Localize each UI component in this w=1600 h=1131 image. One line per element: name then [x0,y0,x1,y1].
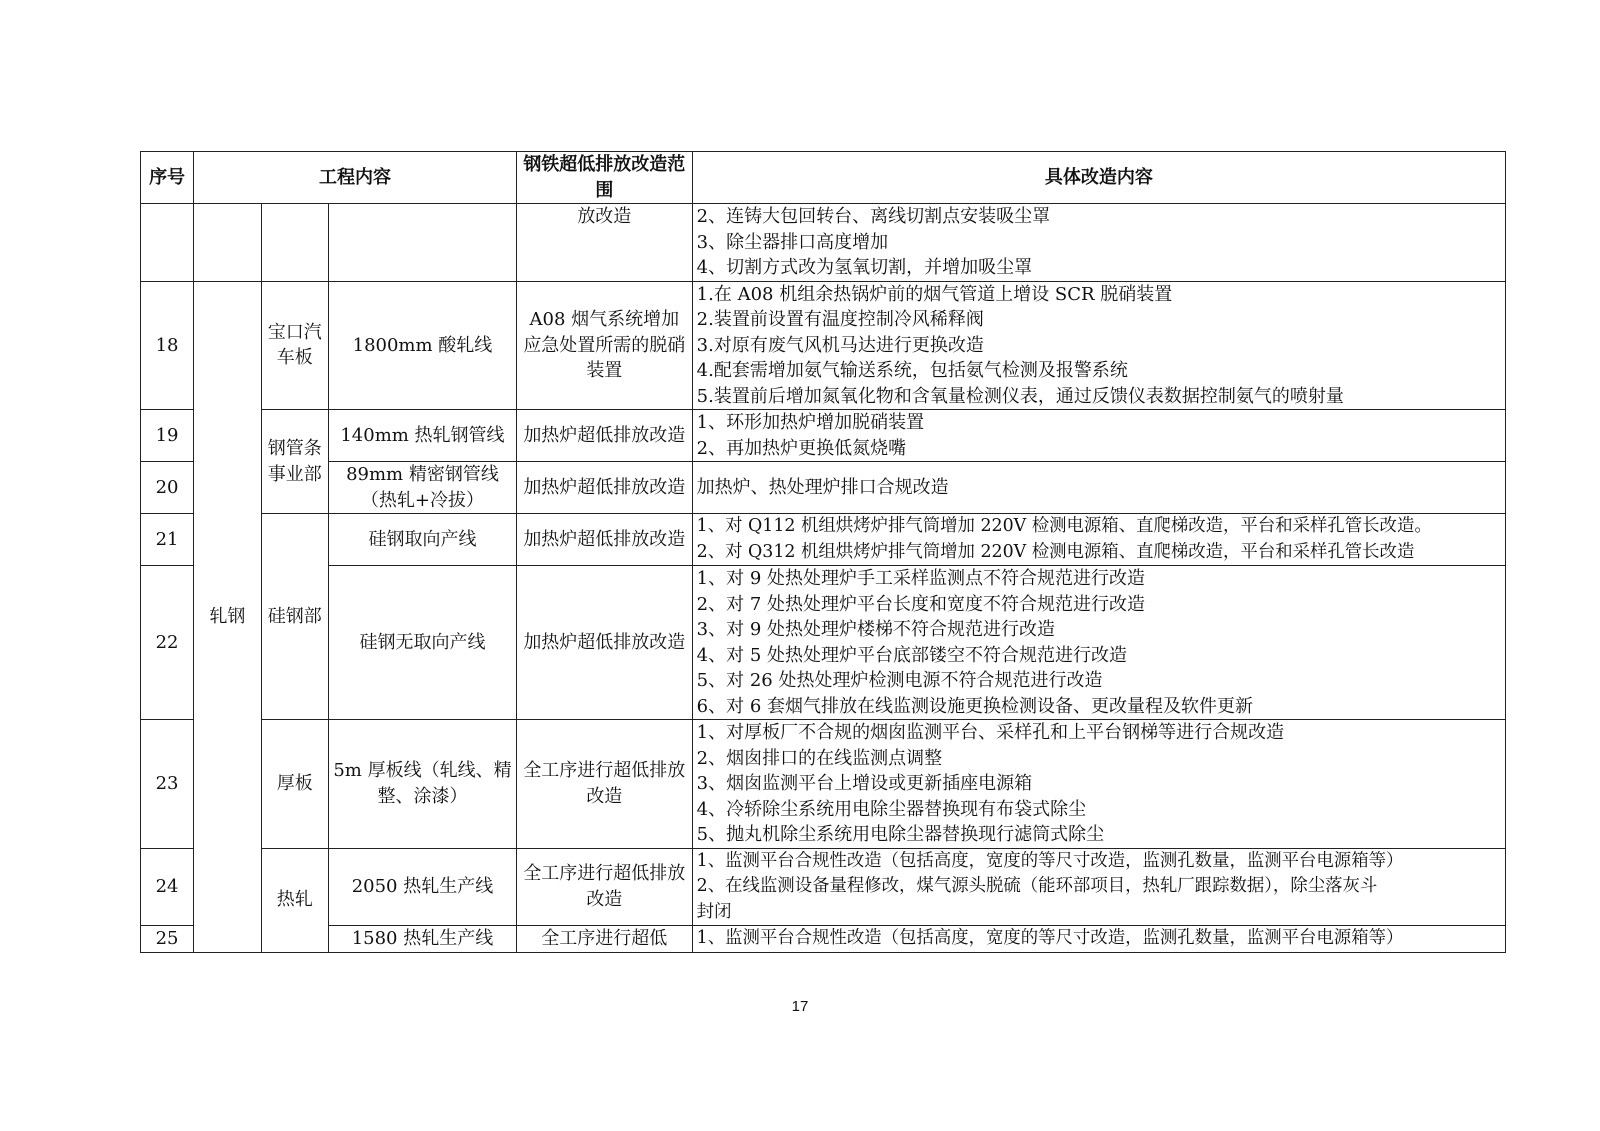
content-line: 2、再加热炉更换低氮烧嘴 [696,437,907,459]
line-cell: 1580 热轧生产线 [328,926,516,953]
scope-cell: 全工序进行超低排放改造 [516,848,692,926]
content-line: 2、烟囱排口的在线监测点调整 [696,747,943,769]
content-cell [692,281,1505,410]
content-line: 1、对厚板厂不合规的烟囱监测平台、采样孔和上平台钢梯等进行合规改造 [696,722,1285,743]
scope-cell: 加热炉超低排放改造 [516,514,692,566]
seq-cell: 21 [141,514,194,566]
content-cell [692,204,1505,282]
table-row-23 [141,720,1506,849]
content-line: 加热炉、热处理炉排口合规改造 [696,476,949,498]
category-cell: 轧钢 [194,281,261,952]
content-line: 1、监测平台合规性改造（包括高度，宽度的等尺寸改造，监测孔数量，监测平台电源箱等） [696,850,1404,871]
content-line: 4、对 5 处热处理炉平台底部镂空不符合规范进行改造 [696,644,1128,666]
header-project: 工程内容 [194,152,517,204]
dept-cell: 硅钢部 [261,514,328,720]
seq-cell: 22 [141,566,194,720]
dept-cell: 宝口汽车板 [261,281,328,410]
content-cell [692,926,1505,953]
scope-cell: A08 烟气系统增加应急处置所需的脱硝装置 [516,281,692,410]
cell-empty [194,204,261,282]
content-line: 4.配套需增加氨气输送系统，包括氨气检测及报警系统 [696,360,1128,381]
content-line: 5、抛丸机除尘系统用电除尘器替换现行滤筒式除尘 [696,824,1105,845]
table-header-row [141,152,1506,204]
cell-empty [141,204,194,282]
seq-cell: 20 [141,462,194,514]
scope-cell: 放改造 [516,204,692,282]
content-line: 封闭 [696,901,732,922]
content-line: 5、对 26 处热处理炉检测电源不符合规范进行改造 [696,670,1103,691]
line-cell: 140mm 热轧钢管线 [328,410,516,462]
dept-cell: 钢管条事业部 [261,410,328,514]
header-seq: 序号 [141,152,194,204]
scope-cell: 全工序进行超低排放改造 [516,720,692,849]
table-row-22 [141,566,1506,720]
line-cell: 1800mm 酸轧线 [328,281,516,410]
content-line: 4、冷轿除尘系统用电除尘器替换现有布袋式除尘 [696,798,1087,820]
content-line: 3、烟囱监测平台上增设或更新插座电源箱 [696,773,1033,794]
header-scope: 钢铁超低排放改造范围 [516,152,692,204]
cell-empty [328,204,516,282]
content-line: 1、对 Q112 机组烘烤炉排气筒增加 220V 检测电源箱、直爬梯改造，平台和采样孔管长改造。 [696,516,1432,536]
content-line: 1、对 9 处热处理炉手工采样监测点不符合规范进行改造 [696,568,1146,589]
seq-cell: 18 [141,281,194,410]
seq-cell: 19 [141,410,194,462]
table-row-20 [141,462,1506,514]
content-line: 5.装置前后增加氮氧化物和含氧量检测仪表，通过反馈仪表数据控制氨气的喷射量 [696,385,1344,407]
content-line: 1.在 A08 机组余热锅炉前的烟气管道上增设 SCR 脱硝装置 [696,283,1173,305]
content-line: 2、对 Q312 机组烘烤炉排气筒增加 220V 检测电源箱、直爬梯改造，平台和采样孔管长改造 [696,541,1415,562]
seq-cell: 25 [141,926,194,953]
content-line: 4、切割方式改为氢氧切割，并增加吸尘罩 [696,257,1033,278]
content-cell [692,514,1505,566]
table-row-24 [141,848,1506,926]
scope-cell: 加热炉超低排放改造 [516,410,692,462]
line-cell: 2050 热轧生产线 [328,848,516,926]
header-content: 具体改造内容 [692,152,1505,204]
content-line: 2、连铸大包回转台、离线切割点安装吸尘罩 [696,206,1051,227]
table-row-18 [141,281,1506,410]
content-line: 2.装置前设置有温度控制冷风稀释阀 [696,309,984,330]
table-row-25 [141,926,1506,953]
content-line: 1、环形加热炉增加脱硝装置 [696,412,925,433]
renovation-table [140,151,1506,953]
line-cell: 硅钢取向产线 [328,514,516,566]
table-row-continued [141,204,1506,282]
content-line: 2、对 7 处热处理炉平台长度和宽度不符合规范进行改造 [696,593,1146,615]
content-cell [692,848,1505,926]
content-line: 2、在线监测设备量程修改，煤气源头脱硫（能环部项目，热轧厂跟踪数据），除尘落灰斗 [696,876,1378,896]
dept-cell: 热轧 [261,848,328,952]
content-cell [692,566,1505,720]
content-cell [692,410,1505,462]
content-line: 3、对 9 处热处理炉楼梯不符合规范进行改造 [696,619,1056,640]
content-line: 3、除尘器排口高度增加 [696,231,889,253]
seq-cell: 23 [141,720,194,849]
scope-cell: 加热炉超低排放改造 [516,462,692,514]
content-line: 6、对 6 套烟气排放在线监测设施更换检测设备、更改量程及软件更新 [696,695,1254,717]
line-cell: 5m 厚板线（轧线、精整、涂漆） [328,720,516,849]
seq-cell: 24 [141,848,194,926]
scope-cell: 全工序进行超低 [516,926,692,953]
cell-empty [261,204,328,282]
line-cell: 硅钢无取向产线 [328,566,516,720]
content-cell [692,462,1505,514]
content-line: 3.对原有废气风机马达进行更换改造 [696,334,984,356]
page-number: 17 [791,998,809,1015]
table-row-19 [141,410,1506,462]
line-cell: 89mm 精密钢管线（热轧+冷拔） [328,462,516,514]
dept-cell: 厚板 [261,720,328,849]
content-cell [692,720,1505,849]
scope-cell: 加热炉超低排放改造 [516,566,692,720]
table-row-21 [141,514,1506,566]
content-line: 1、监测平台合规性改造（包括高度，宽度的等尺寸改造，监测孔数量，监测平台电源箱等） [696,928,1404,948]
